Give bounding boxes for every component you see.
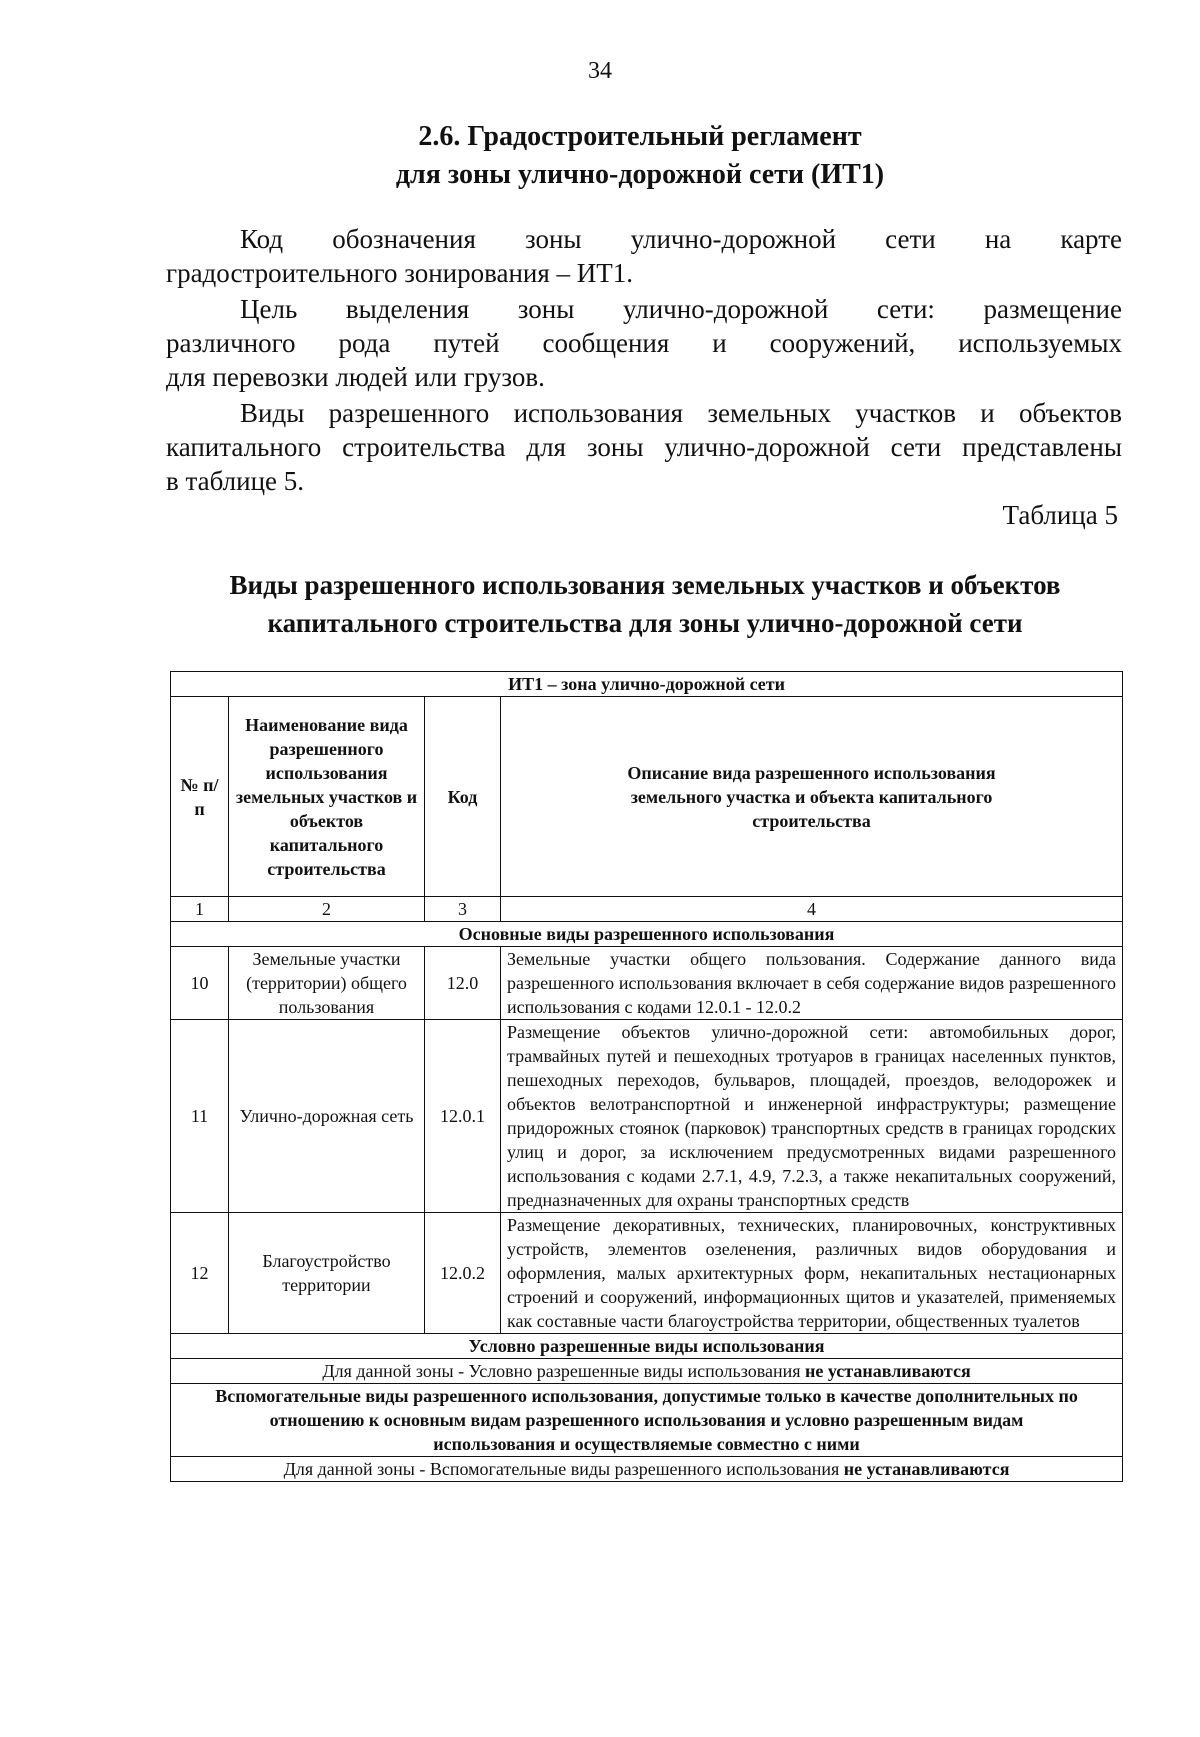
row-description: Земельные участки общего пользования. Содержание данного вида разрешенного использования включает в себя содержание видов разрешенного использования с кодами 12.0.1 - 12.0.2 [501,947,1123,1020]
row-name: Земельные участки (территории) общего пользования [229,947,425,1020]
row-num: 10 [171,947,229,1020]
paragraph-line: градостроительного зонирования – ИТ1. [166,258,634,288]
section-title [250,118,1030,194]
section-title-line1: 2.6. Градостроительный регламент [418,121,862,152]
auxiliary-note-text: Для данной зоны - Вспомогательные виды разрешенного использования [283,1459,844,1479]
header-row [171,697,1123,897]
table-title-line2: капитального строительства для зоны улично-дорожной сети [267,608,1023,638]
column-number: 1 [171,897,229,922]
conditional-section-heading: Условно разрешенные виды использования [171,1334,1123,1359]
table-row [171,947,1123,1020]
section-title-line2: для зоны улично-дорожной сети (ИТ1) [395,159,885,190]
row-description: Размещение декоративных, технических, планировочных, конструктивных устройств, элементов озеленения, различных видов оборудования и оформления, малых архитектурных форм, некапитальных нестационарных строений и сооружений, информационных щитов и указателей, применяемых как составные части благоустройства территории, общественных туалетов [501,1213,1123,1334]
table-title-line1: Виды разрешенного использования земельных участков и объектов [229,570,1061,600]
row-name: Благоустройство территории [229,1213,425,1334]
zone-header-row [171,672,1123,697]
column-number: 2 [229,897,425,922]
row-name: Улично-дорожная сеть [229,1020,425,1213]
auxiliary-note-emphasis: не устанавливаются [843,1459,1010,1479]
row-code: 12.0.2 [425,1213,501,1334]
header-num: № п/п [171,697,229,897]
conditional-note [171,1359,1123,1384]
row-code: 12.0 [425,947,501,1020]
table-row [171,1020,1123,1213]
auxiliary-section-heading: Вспомогательные виды разрешенного использования, допустимые только в качестве дополнительных по отношению к основным видам разрешенного использования и условно разрешенным видам использования и осуществляемые совместно с ними [171,1384,1123,1457]
conditional-note-row [171,1359,1123,1384]
row-description: Размещение объектов улично-дорожной сети: автомобильных дорог, трамвайных путей и пешеходных тротуаров в границах населенных пунктов, пешеходных переходов, бульваров, площадей, проездов, велодорожек и объектов велотранспортной и инженерной инфраструктуры; размещение придорожных стоянок (парковок) транспортных средств в границах городских улиц и дорог, за исключением предусмотренных видами разрешенного использования с кодами 2.7.1, 4.9, 7.2.3, а также некапитальных сооружений, предназначенных для охраны транспортных средств [501,1020,1123,1213]
paragraph-usage-types [166,396,1122,498]
header-description: Описание вида разрешенного использования земельного участка и объекта капитального строительства [501,697,1123,897]
column-number-row [171,897,1123,922]
column-number: 3 [425,897,501,922]
column-number: 4 [501,897,1123,922]
table-title [160,566,1130,642]
paragraph-line: различного рода путей сообщения и сооружений, используемых [166,328,1122,358]
paragraph-zone-code [166,222,1122,290]
paragraph-line: в таблице 5. [166,466,305,496]
zone-header: ИТ1 – зона улично-дорожной сети [171,672,1123,697]
conditional-section-row [171,1334,1123,1359]
auxiliary-note-row [171,1457,1123,1482]
paragraph-line: для перевозки людей или грузов. [166,362,545,392]
row-num: 11 [171,1020,229,1213]
conditional-note-text: Для данной зоны - Условно разрешенные виды использования [322,1361,805,1381]
header-code: Код [425,697,501,897]
table-row [171,1213,1123,1334]
row-num: 12 [171,1213,229,1334]
usage-table [170,671,1123,1482]
main-section-row [171,922,1123,947]
paragraph-line: Виды разрешенного использования земельных участков и объектов [240,398,1122,428]
paragraph-line: капитального строительства для зоны улично-дорожной сети представлены [166,432,1122,462]
paragraph-line: Код обозначения зоны улично-дорожной сети на карте [240,224,1122,254]
row-code: 12.0.1 [425,1020,501,1213]
paragraph-line: Цель выделения зоны улично-дорожной сети: размещение [240,294,1122,324]
header-name: Наименование вида разрешенного использования земельных участков и объектов капитального строительства [229,697,425,897]
main-section-heading: Основные виды разрешенного использования [171,922,1123,947]
conditional-note-emphasis: не устанавливаются [805,1361,971,1381]
table-label: Таблица 5 [1002,500,1118,530]
page-number: 34 [588,58,612,84]
paragraph-zone-purpose [166,292,1122,394]
auxiliary-section-row [171,1384,1123,1457]
auxiliary-note [171,1457,1123,1482]
